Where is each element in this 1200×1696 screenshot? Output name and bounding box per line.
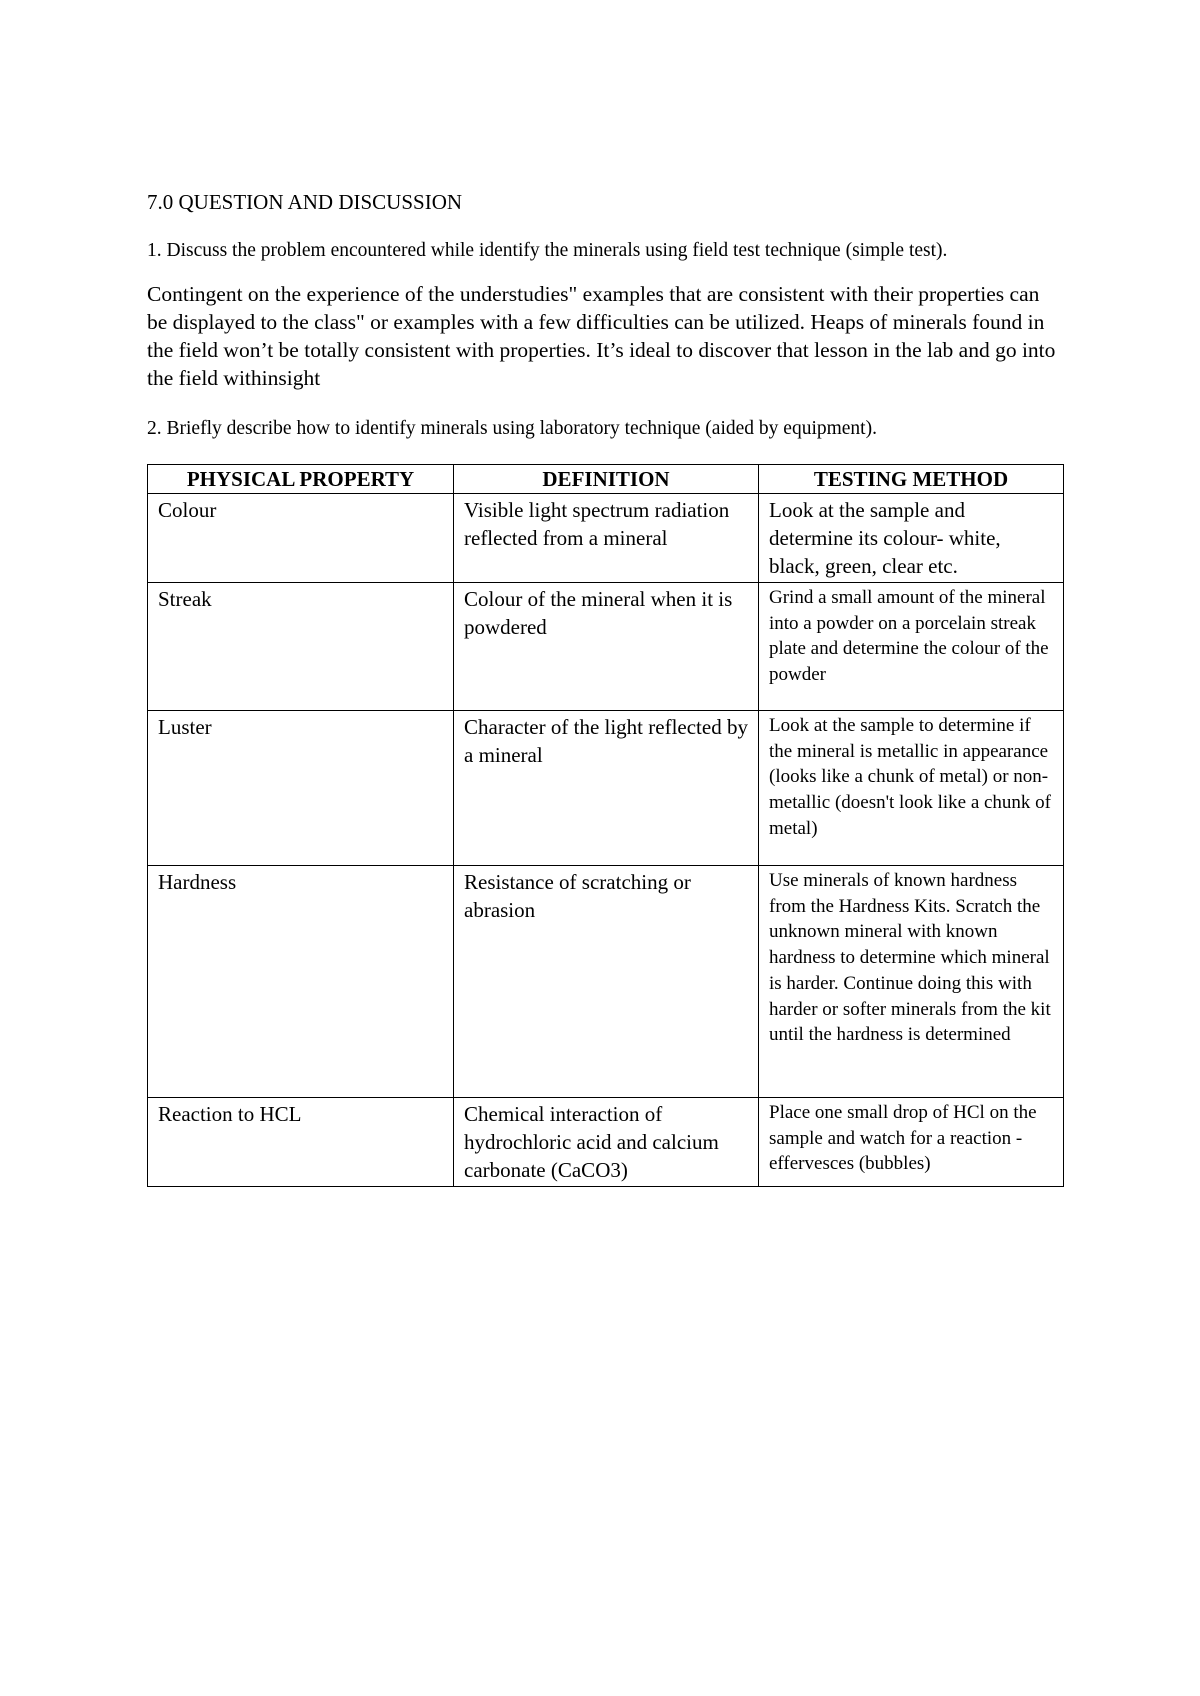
header-definition: DEFINITION <box>454 465 759 494</box>
property-cell: Reaction to HCL <box>148 1098 454 1187</box>
property-cell: Luster <box>148 711 454 866</box>
method-cell: Use minerals of known hardness from the Hardness Kits. Scratch the unknown mineral with known hardness to determine which mineral is harder. Continue doing this with harder or softer minerals from the kit until the hardness is determined <box>759 866 1064 1098</box>
definition-cell: Resistance of scratching or abrasion <box>454 866 759 1098</box>
table-header-row <box>148 465 1064 494</box>
table-row <box>148 711 1064 866</box>
method-cell: Look at the sample and determine its colour- white, black, green, clear etc. <box>759 494 1064 583</box>
table-row <box>148 583 1064 711</box>
property-cell: Hardness <box>148 866 454 1098</box>
method-cell: Grind a small amount of the mineral into a powder on a porcelain streak plate and determine the colour of the powder <box>759 583 1064 711</box>
table-row <box>148 1098 1064 1187</box>
table-row <box>148 866 1064 1098</box>
definition-cell: Colour of the mineral when it is powdered <box>454 583 759 711</box>
definition-cell: Chemical interaction of hydrochloric acid and calcium carbonate (CaCO3) <box>454 1098 759 1187</box>
definition-cell: Visible light spectrum radiation reflected from a mineral <box>454 494 759 583</box>
property-cell: Colour <box>148 494 454 583</box>
header-testing-method: TESTING METHOD <box>759 465 1064 494</box>
definition-cell: Character of the light reflected by a mineral <box>454 711 759 866</box>
answer-1: Contingent on the experience of the understudies" examples that are consistent with their properties can be displayed to the class" or examples with a few difficulties can be utilized. Heaps of minerals found in the field won’t be totally consistent with properties. It’s ideal to discover that lesson in the lab and go into the field withinsight <box>147 282 1056 390</box>
header-physical-property: PHYSICAL PROPERTY <box>148 465 454 494</box>
property-cell: Streak <box>148 583 454 711</box>
method-cell: Place one small drop of HCl on the sample and watch for a reaction - effervesces (bubbles) <box>759 1098 1064 1187</box>
question-1: 1. Discuss the problem encountered while identify the minerals using field test technique (simple test). <box>147 240 948 261</box>
mineral-properties-table <box>147 464 1064 1187</box>
table-row <box>148 494 1064 583</box>
method-cell: Look at the sample to determine if the mineral is metallic in appearance (looks like a chunk of metal) or non-metallic (doesn't look like a chunk of metal) <box>759 711 1064 866</box>
document-page <box>147 190 1062 1187</box>
question-2: 2. Briefly describe how to identify minerals using laboratory technique (aided by equipment). <box>147 418 877 439</box>
section-title: 7.0 QUESTION AND DISCUSSION <box>147 190 463 214</box>
